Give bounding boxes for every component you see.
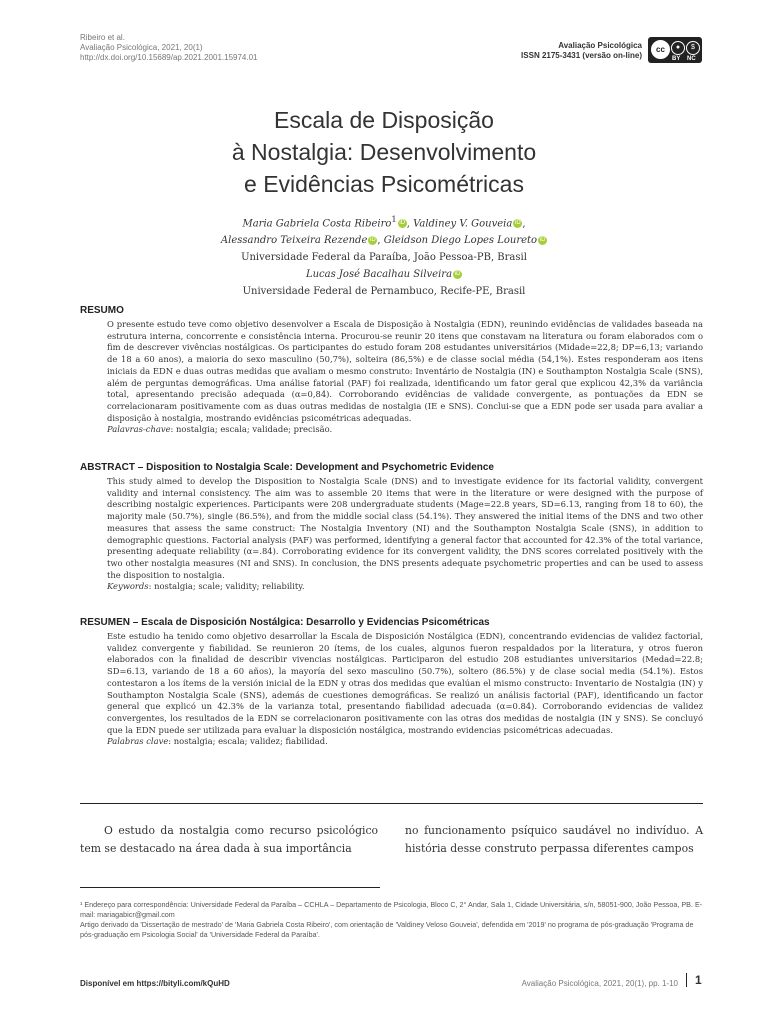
orcid-icon[interactable]: iD bbox=[370, 237, 376, 244]
author-name: Lucas José Bacalhau Silveira bbox=[305, 269, 453, 281]
orcid-icon[interactable]: iD bbox=[454, 271, 461, 278]
header-author: Ribeiro et al. bbox=[80, 33, 125, 42]
section-divider bbox=[80, 803, 703, 804]
author-name: Gleidson Diego Lopes Loureto bbox=[383, 235, 538, 247]
resumo-heading: RESUMO bbox=[80, 305, 124, 316]
cc-license-badge[interactable] bbox=[648, 37, 702, 63]
by-label: BY bbox=[672, 56, 681, 62]
availability-link[interactable]: Disponível em https://bityli.com/kQuHD bbox=[80, 979, 230, 988]
nc-icon: $ bbox=[686, 41, 700, 55]
author-name: Valdiney V. Gouveia bbox=[413, 218, 513, 230]
keywords-label: Palavras-chave bbox=[107, 424, 171, 435]
resumo-body: O presente estudo teve como objetivo desenvolver a Escala de Disposição à Nostalgia (EDN), reunindo evidências de validades baseada na estrutura interna, concorrente e consistência interna. Procurou-se reunir 20 itens que constavam na literatura ou foram elaborados com o fim de descrever vivências nostálgicas. Os participantes do estudo foram 208 estudantes universitários (Midade=22,8; DP=6,13; variando de 18 a 60 anos), a maioria do sexo masculino (50,7%), solteira (86,5%) e de classe social média (54,1%). Estes responderam aos itens iniciais da EDN e duas outras medidas que avaliam o mesmo construto: Inventário de Nostalgia (IN) e Southampton Nostalgia Scale (SNS), além de perguntas demográficas. Uma análise fatorial (PAF) foi realizada, identificando um fator geral que explicou 42,3% da variância total, apresentando precisão adequada (α=0,84). Corroborando evidências de validade convergente, as pontuações da EDN se correlacionaram positivamente com as duas outras medidas de nostalgia (IE e SNS). Conclui-se que a EDN pode ser usada para avaliar a disposição à nostalgia, mostrando evidências psicométricas adequadas. Palavras-chave: nostalgia; escala; validade; precisão. bbox=[107, 319, 703, 435]
resumen-heading: RESUMEN – Escala de Disposición Nostálgica: Desarrollo y Evidencias Psicométricas bbox=[80, 617, 490, 628]
affiliation: Universidade Federal de Pernambuco, Recife-PE, Brasil bbox=[242, 286, 526, 298]
footnote-correspondence: ¹ Endereço para correspondência: Universidade Federal da Paraíba – CCHLA – Departamento de Psicologia, Bloco C, 2° Andar, Sala 1, Cidade Universitária, s/n, 58051-900, João Pessoa, PB. E-mail: mariagabicr@gmail.com bbox=[80, 900, 703, 919]
affiliation: Universidade Federal da Paraíba, João Pessoa-PB, Brasil bbox=[241, 252, 527, 264]
keywords-label: Keywords bbox=[107, 581, 149, 592]
header-citation: Avaliação Psicológica, 2021, 20(1) bbox=[80, 43, 203, 52]
resumen-body: Este estudio ha tenido como objetivo desarrollar la Escala de Disposición Nostálgica (EDN), concentrando evidencias de validez factorial, validez convergente y fiabilidad. Se reunieron 20 ítems, de los cuales, algunos fueron respaldados por la literatura, y otros fueron elaborados con la finalidad de describir vivencias nostálgicas. Participaron del estudio 208 estudiantes universitarios (Medad=22.8; SD=6.13, variando de 18 a 60 años), la mayoría del sexo masculino (50.7%), soltero (86.5%) y de clase social media (54.1%). Estos contestaron a los ítems de la versión inicial de la EDN y otras dos medidas que evalúan el mismo constructo: Inventario de Nostalgia (IN) y Southampton Nostalgia Scale (SNS), además de cuestiones demográficas. Se realizó un análisis factorial (PAF), identificando un factor general que explicó un 42.3% de la varianza total, presentando fiabilidad adecuada (α=0.84). Corroborando evidencias de validez convergentes, los resultados de la EDN se correlacionaron positivamente con las otras dos medidas de nostalgia (IN y SNS). Se concluyó que la EDN puede ser utilizada para evaluar la disposición nostálgica, mostrando evidencias psicométricas adecuadas. Palabras clave: nostalgia; escala; validez; fiabilidad. bbox=[107, 631, 703, 747]
footnote-divider bbox=[80, 887, 380, 888]
orcid-icon[interactable]: iD bbox=[514, 220, 521, 227]
header-doi-link[interactable]: http://dx.doi.org/10.15689/ap.2021.2001.15974.01 bbox=[80, 53, 258, 62]
by-icon: ● bbox=[671, 41, 685, 55]
keywords-label: Palabras clave bbox=[107, 736, 169, 747]
footnote-derivation: Artigo derivado da 'Dissertação de mestrado' de 'Maria Gabriela Costa Ribeiro', com orientação de 'Valdiney Veloso Gouveia', defendida em '2019' no programa de pós-graduação 'Programa de pós-graduação em Psicologia Social' da 'Universidade Federal da Paraíba'. bbox=[80, 920, 694, 939]
article-title: Escala de Disposição à Nostalgia: Desenvolvimento e Evidências Psicométricas bbox=[231, 107, 537, 197]
author-block: Maria Gabriela Costa Ribeiro$^1$ iD , Valdiney V. Gouveia iD , Alessandro Teixeira Rezende iD , Gleidson Diego Lopes Loureto iD Universidade Federal da Paraíba, João Pessoa-PB, Brasil Lucas José Bacalhau Silveira iD Universidade Federal de Pernambuco, Recife-PE, Brasil bbox=[80, 211, 688, 300]
abstract-heading: ABSTRACT – Disposition to Nostalgia Scale: Development and Psychometric Evidence bbox=[80, 462, 494, 473]
footnotes bbox=[80, 900, 703, 940]
nc-label: NC bbox=[687, 56, 696, 62]
abstract-body: This study aimed to develop the Disposition to Nostalgia Scale (DNS) and to investigate evidence for its factorial validity, convergent validity and internal consistency. The aim was to assemble 20 items that were in the literature or were designed with the purpose of describing nostalgic experiences. Participants were 208 undergraduate students (Mage=22.8 years, SD=6.13, ranging from 18 to 60), the majority male (50.7%), single (86.5%), and from the middle social class (54.1%). They answered the initial items of the DNS and two other measures that assess the same construct: The Nostalgia Inventory (NI) and the Southampton Nostalgia Scale (SNS), in addition to demographic questions. Factorial analysis (PAF) was performed, identifying a general factor that accounted for 42.3% of the total variance, presenting adequate reliability (α=.84). Corroborating evidence for its convergent validity, the DNS scores correlated positively with the two other nostalgia measures (NI and SNS). In conclusion, the DNS presents adequate psychometric properties and can be used to assess the disposition to nostalgia. Keywords: nostalgia; scale; validity; reliability. bbox=[107, 476, 703, 592]
body-text-left: O estudo da nostalgia como recurso psicológico tem se destacado na área dada à sua importância bbox=[80, 824, 378, 855]
cc-icon: cc bbox=[651, 40, 670, 59]
footer-citation: Avaliação Psicológica, 2021, 20(1), pp. 1-10 bbox=[521, 979, 678, 988]
issn: ISSN 2175-3431 (versão on-line) bbox=[521, 51, 642, 60]
journal-info bbox=[521, 41, 642, 61]
page-number: 1 bbox=[686, 973, 702, 987]
author-name: Alessandro Teixeira Rezende bbox=[220, 235, 368, 247]
journal-name: Avaliação Psicológica bbox=[558, 41, 642, 50]
orcid-icon[interactable]: iD bbox=[399, 220, 406, 227]
orcid-icon[interactable]: iD bbox=[539, 237, 546, 244]
running-header bbox=[80, 33, 257, 63]
author-name: Maria Gabriela Costa Ribeiro bbox=[242, 218, 392, 230]
body-text-right: no funcionamento psíquico saudável no indivíduo. A história desse construto perpassa diferentes campos bbox=[405, 824, 703, 855]
